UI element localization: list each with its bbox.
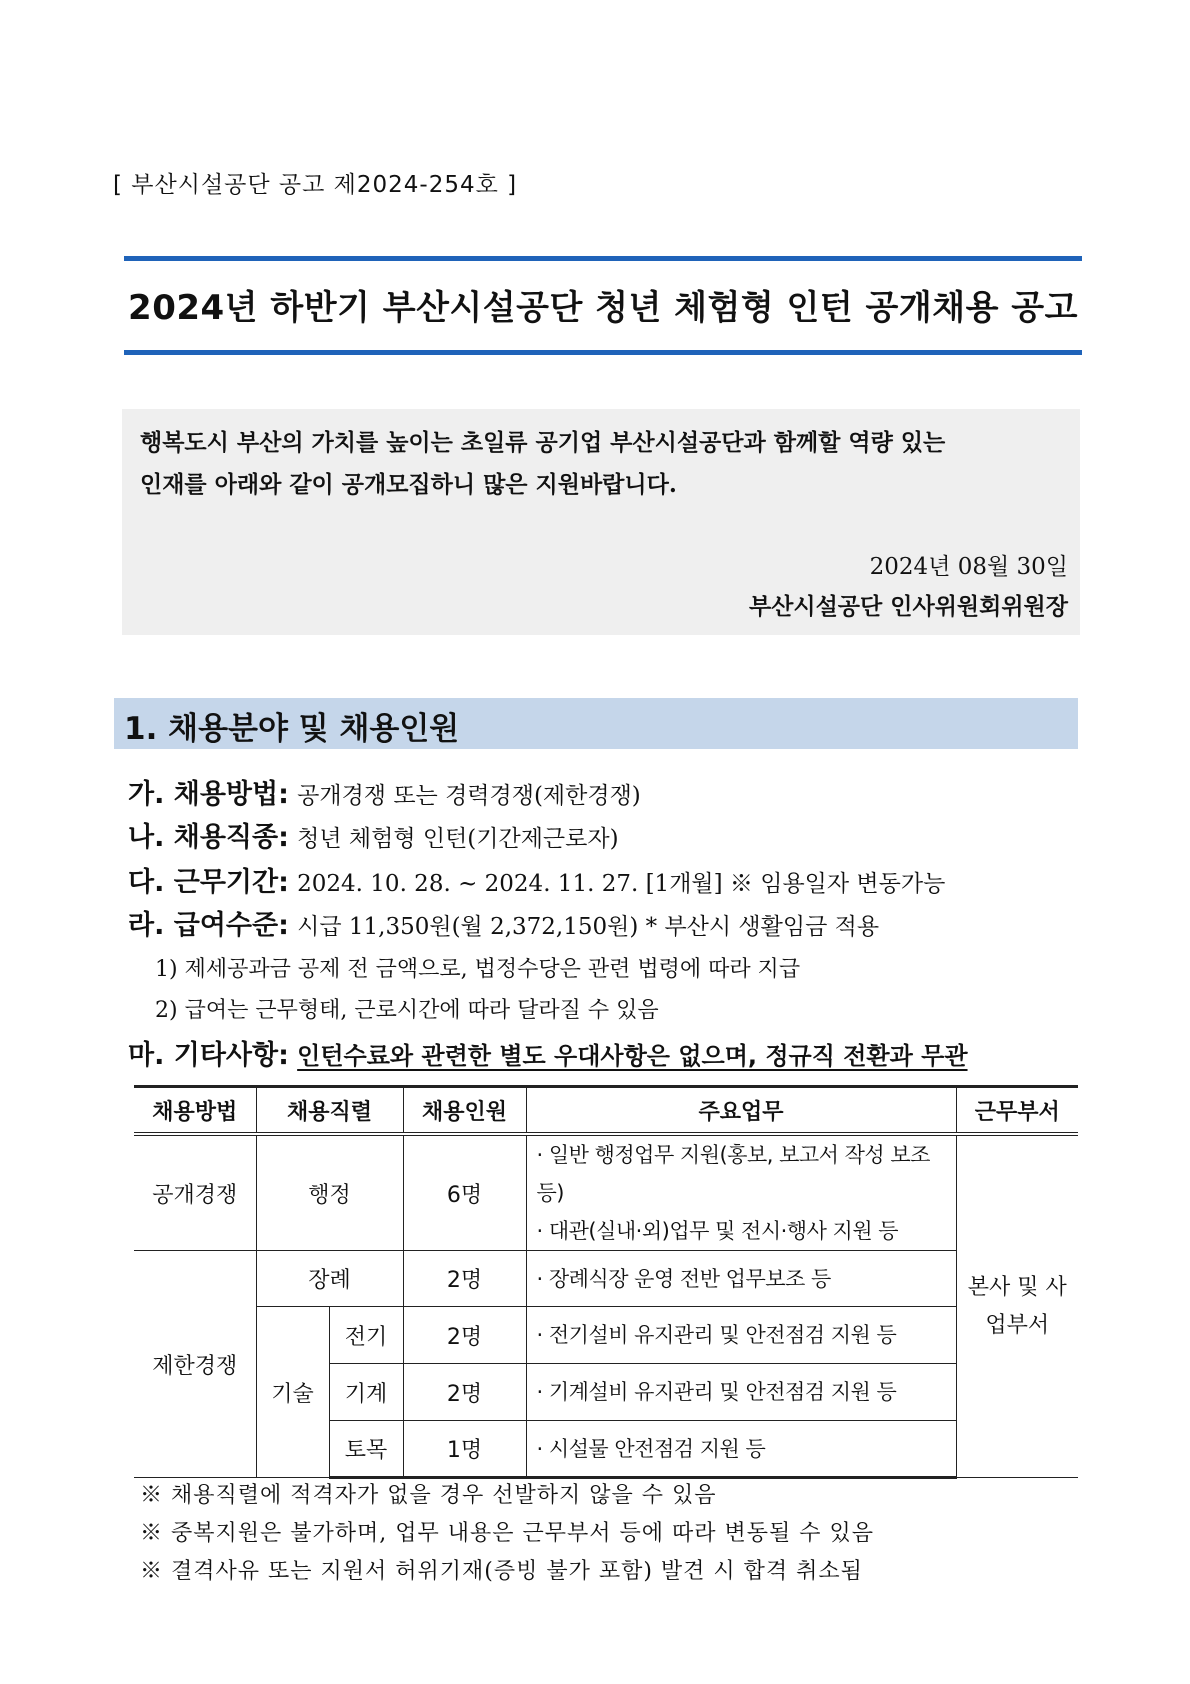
header-count: 채용인원	[403, 1087, 526, 1135]
item-value-underlined: 인턴수료와 관련한 별도 우대사항은 없으며, 정규직 전환과 무관	[297, 1042, 968, 1070]
header-dept: 근무부서	[956, 1087, 1078, 1135]
cell-method: 공개경쟁	[134, 1134, 256, 1251]
item-value: 2024. 10. 28. ~ 2024. 11. 27. [1개월] ※ 임용일자 변동가능	[297, 871, 946, 897]
cell-duty: · 시설물 안전점검 지원 등	[526, 1421, 956, 1478]
cell-count: 6명	[403, 1134, 526, 1251]
duty-line: · 일반 행정업무 지원(홍보, 보고서 작성 보조 등)	[536, 1143, 930, 1205]
title-bottom-rule	[124, 350, 1082, 355]
item-value: 시급 11,350원(월 2,372,150원) * 부산시 생활임금 적용	[297, 914, 880, 940]
intro-line-1: 행복도시 부산의 가치를 높이는 초일류 공기업 부산시설공단과 함께할 역량 있는	[140, 429, 946, 456]
item-value: 공개경쟁 또는 경력경쟁(제한경쟁)	[297, 783, 641, 809]
note-2: ※ 중복지원은 불가하며, 업무 내용은 근무부서 등에 따라 변동될 수 있음	[140, 1521, 874, 1546]
cell-field: 토목	[329, 1421, 403, 1478]
notice-number: [ 부산시설공단 공고 제2024-254호 ]	[113, 172, 518, 198]
item-etc	[128, 1033, 968, 1072]
item-label: 가. 채용방법:	[128, 779, 289, 810]
note-1: ※ 채용직렬에 적격자가 없을 경우 선발하지 않을 수 있음	[140, 1483, 717, 1508]
item-recruit-method	[128, 772, 641, 811]
item-work-period	[128, 860, 945, 899]
cell-field: 장례	[256, 1251, 403, 1307]
note-3: ※ 결격사유 또는 지원서 허위기재(증빙 불가 포함) 발견 시 합격 취소됨	[140, 1559, 863, 1584]
cell-group: 기술	[256, 1307, 329, 1478]
cell-count: 2명	[403, 1251, 526, 1307]
cell-duty: · 기계설비 유지관리 및 안전점검 지원 등	[526, 1364, 956, 1421]
notice-date: 2024년 08월 30일	[869, 554, 1068, 580]
cell-count: 2명	[403, 1307, 526, 1364]
item-label: 다. 근무기간:	[128, 867, 289, 898]
item-pay-level	[128, 903, 879, 942]
pay-note-2: 2) 급여는 근무형태, 근로시간에 따라 달라질 수 있음	[155, 998, 659, 1023]
header-field: 채용직렬	[256, 1087, 403, 1135]
intro-line-2: 인재를 아래와 같이 공개모집하니 많은 지원바랍니다.	[140, 471, 677, 498]
page-title: 2024년 하반기 부산시설공단 청년 체험형 인턴 공개채용 공고	[128, 288, 1078, 328]
item-value: 청년 체험형 인턴(기간제근로자)	[297, 826, 619, 852]
duty-line: · 대관(실내·외)업무 및 전시·행사 지원 등	[536, 1219, 899, 1243]
item-label: 라. 급여수준:	[128, 910, 289, 941]
item-label: 마. 기타사항:	[128, 1040, 289, 1071]
cell-count: 2명	[403, 1364, 526, 1421]
notice-signer: 부산시설공단 인사위원회위원장	[748, 593, 1068, 620]
cell-field: 행정	[256, 1134, 403, 1251]
recruitment-table	[134, 1085, 1078, 1479]
table-row	[134, 1134, 1078, 1251]
cell-field: 기계	[329, 1364, 403, 1421]
title-top-rule	[124, 256, 1082, 261]
header-duty: 주요업무	[526, 1087, 956, 1135]
cell-count: 1명	[403, 1421, 526, 1478]
table-header-row	[134, 1087, 1078, 1135]
header-method: 채용방법	[134, 1087, 256, 1135]
intro-text	[140, 422, 1070, 506]
table-row	[134, 1251, 1078, 1307]
cell-duty	[526, 1134, 956, 1251]
cell-field: 전기	[329, 1307, 403, 1364]
item-label: 나. 채용직종:	[128, 822, 289, 853]
cell-duty: · 전기설비 유지관리 및 안전점검 지원 등	[526, 1307, 956, 1364]
cell-dept	[956, 1134, 1078, 1478]
section-title: 1. 채용분야 및 채용인원	[124, 711, 460, 747]
dept-text: 본사 및 사업부서	[967, 1274, 1067, 1338]
cell-method: 제한경쟁	[134, 1251, 256, 1478]
pay-note-1: 1) 제세공과금 공제 전 금액으로, 법정수당은 관련 법령에 따라 지급	[155, 957, 801, 982]
table-row	[134, 1307, 1078, 1364]
cell-duty: · 장례식장 운영 전반 업무보조 등	[526, 1251, 956, 1307]
item-job-type	[128, 815, 619, 854]
